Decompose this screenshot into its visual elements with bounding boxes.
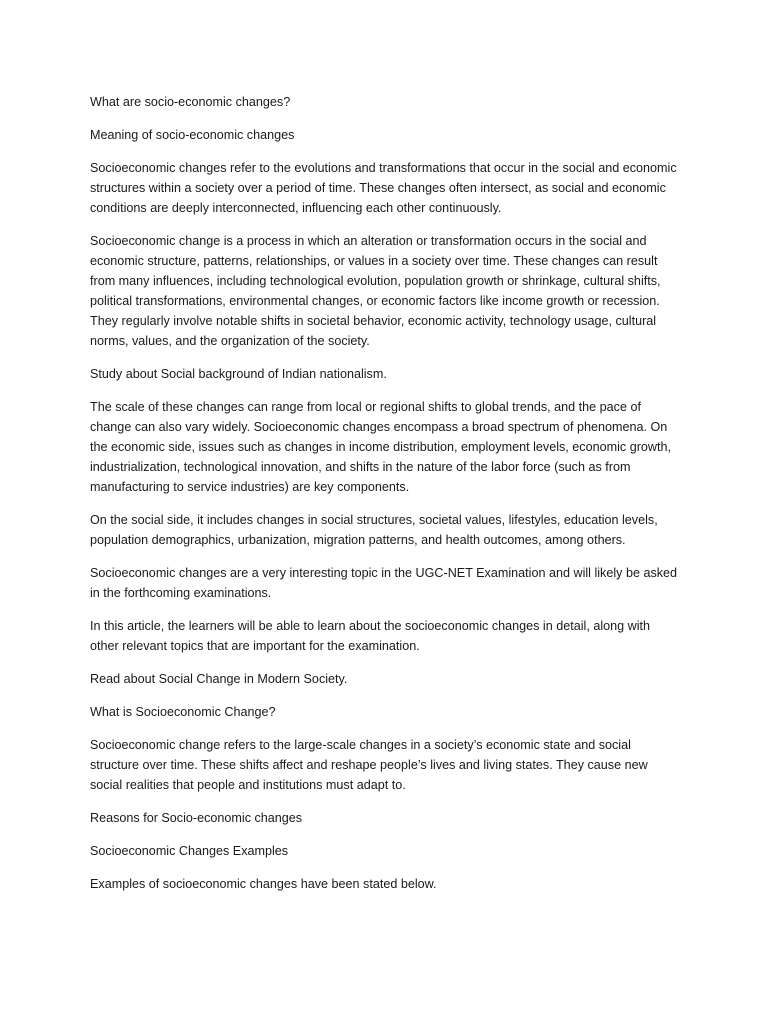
link-text-indian-nationalism: Study about Social background of Indian nationalism.: [90, 367, 387, 381]
document-body: [90, 92, 680, 907]
heading-meaning: Meaning of socio-economic changes: [90, 128, 295, 142]
heading-what-is-change: What is Socioeconomic Change?: [90, 705, 276, 719]
paragraph-ugc-net: Socioeconomic changes are a very interesting topic in the UGC-NET Examination and will likely be asked in the forthcoming examinations.: [90, 566, 678, 600]
paragraph-scale: The scale of these changes can range from local or regional shifts to global trends, and the pace of change can also vary widely. Socioeconomic changes encompass a broad spectrum of phenomena. On the economic side, issues such as changes in income distribution, employment levels, economic growth, industrialization, technological innovation, and shifts in the nature of the labor force (such as from manufacturing to service industries) are key components.: [90, 400, 671, 494]
paragraph-process: Socioeconomic change is a process in which an alteration or transformation occurs in the social and economic structure, patterns, relationships, or values in a society over time. These changes can result from many influences, including technological evolution, population growth or shrinkage, cultural shifts, political transformations, environmental changes, or economic factors like income growth or recession. They regularly involve notable shifts in societal behavior, economic activity, technology usage, cultural norms, values, and the organization of the society.: [90, 234, 661, 348]
paragraph-large-scale: Socioeconomic change refers to the large-scale changes in a society’s economic state and social structure over time. These shifts affect and reshape people’s lives and living states. They cause new social realities that people and institutions must adapt to.: [90, 738, 648, 792]
paragraph-definition: Socioeconomic changes refer to the evolutions and transformations that occur in the social and economic structures within a society over a period of time. These changes often intersect, as social and economic conditions are deeply interconnected, influencing each other continuously.: [90, 161, 677, 215]
paragraph-social-side: On the social side, it includes changes in social structures, societal values, lifestyles, education levels, population demographics, urbanization, migration patterns, and health outcomes, among others.: [90, 513, 658, 547]
paragraph-examples-intro: Examples of socioeconomic changes have been stated below.: [90, 877, 437, 891]
heading-what-are-changes: What are socio-economic changes?: [90, 95, 291, 109]
heading-reasons: Reasons for Socio-economic changes: [90, 811, 303, 825]
link-text-social-change: Read about Social Change in Modern Society.: [90, 672, 348, 686]
heading-examples: Socioeconomic Changes Examples: [90, 844, 289, 858]
paragraph-article: In this article, the learners will be able to learn about the socioeconomic changes in detail, along with other relevant topics that are important for the examination.: [90, 619, 651, 653]
